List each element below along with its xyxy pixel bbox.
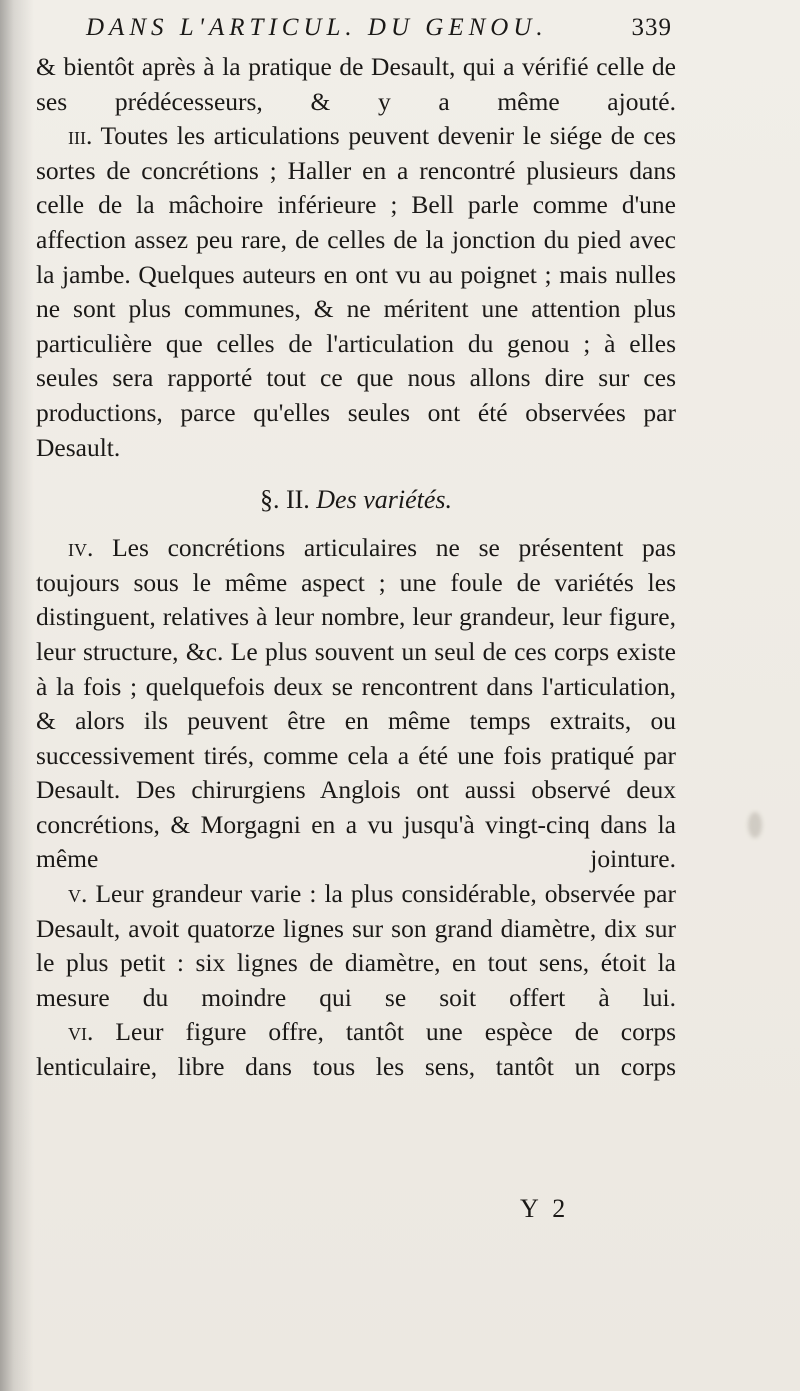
section-heading [36,483,676,517]
paragraph-VI [36,1015,676,1084]
paragraph-III [36,119,676,465]
body-text [36,50,676,1085]
paragraph-V [36,877,676,1015]
paragraph-numeral: v. [68,879,88,909]
running-head-title: DANS L'ARTICUL. DU GENOU. [86,14,548,41]
paragraph-IV [36,531,676,877]
section-number: §. II. [259,485,310,515]
paragraph-text: Leur figure offre, tantôt une espèce de corps lenticulaire, libre dans tous les sens, tantôt un corps [36,1017,676,1082]
ink-smudge [748,812,762,838]
signature-mark: Y 2 [520,1194,570,1223]
paragraph-continuation [36,50,676,119]
paragraph-numeral: iv. [68,533,94,563]
page-number: 339 [631,14,672,41]
paragraph-numeral: iii. [68,121,93,151]
paragraph-text: & bientôt après à la pratique de Desault, qui a vérifié celle de ses prédécesseurs, & y a même ajouté. [36,52,676,116]
paragraph-numeral: vi. [68,1017,94,1047]
section-title: Des variétés. [316,485,453,515]
paragraph-text: Toutes les articulations peuvent devenir le siége de ces sortes de concrétions ; Haller en a rencontré plusieurs dans celle de la mâchoire inférieure ; Bell parle comme d'une affection assez peu rare, de celles de la jonction du pied avec la jambe. Quelques auteurs en ont vu au poignet ; mais nulles ne sont plus communes, & ne méritent une attention plus particulière que celles de l'articulation du genou ; à elles seules sera rapporté tout ce que nous allons dire sur ces productions, parce qu'elles seules ont été observées par Desault. [36,121,676,462]
paragraph-text: Les concrétions articulaires ne se présentent pas toujours sous le même aspect ; une foule de variétés les distinguent, relatives à leur nombre, leur grandeur, leur figure, leur structure, &c. Le plus souvent un seul de ces corps existe à la fois ; quelquefois deux se rencontrent dans l'articulation, & alors ils peuvent être en même temps extraits, ou successivement tirés, comme cela a été une fois pratiqué par Desault. Des chirurgiens Anglois ont aussi observé deux concrétions, & Morgagni en a vu jusqu'à vingt-cinq dans la même jointure. [36,533,676,874]
running-head [36,14,676,50]
paragraph-text: Leur grandeur varie : la plus considérable, observée par Desault, avoit quatorze lignes sur son grand diamètre, dix sur le plus petit : six lignes de diamètre, en tout sens, étoit la mesure du moindre qui se soit offert à lui. [36,879,676,1012]
page-text-block [36,14,676,1085]
